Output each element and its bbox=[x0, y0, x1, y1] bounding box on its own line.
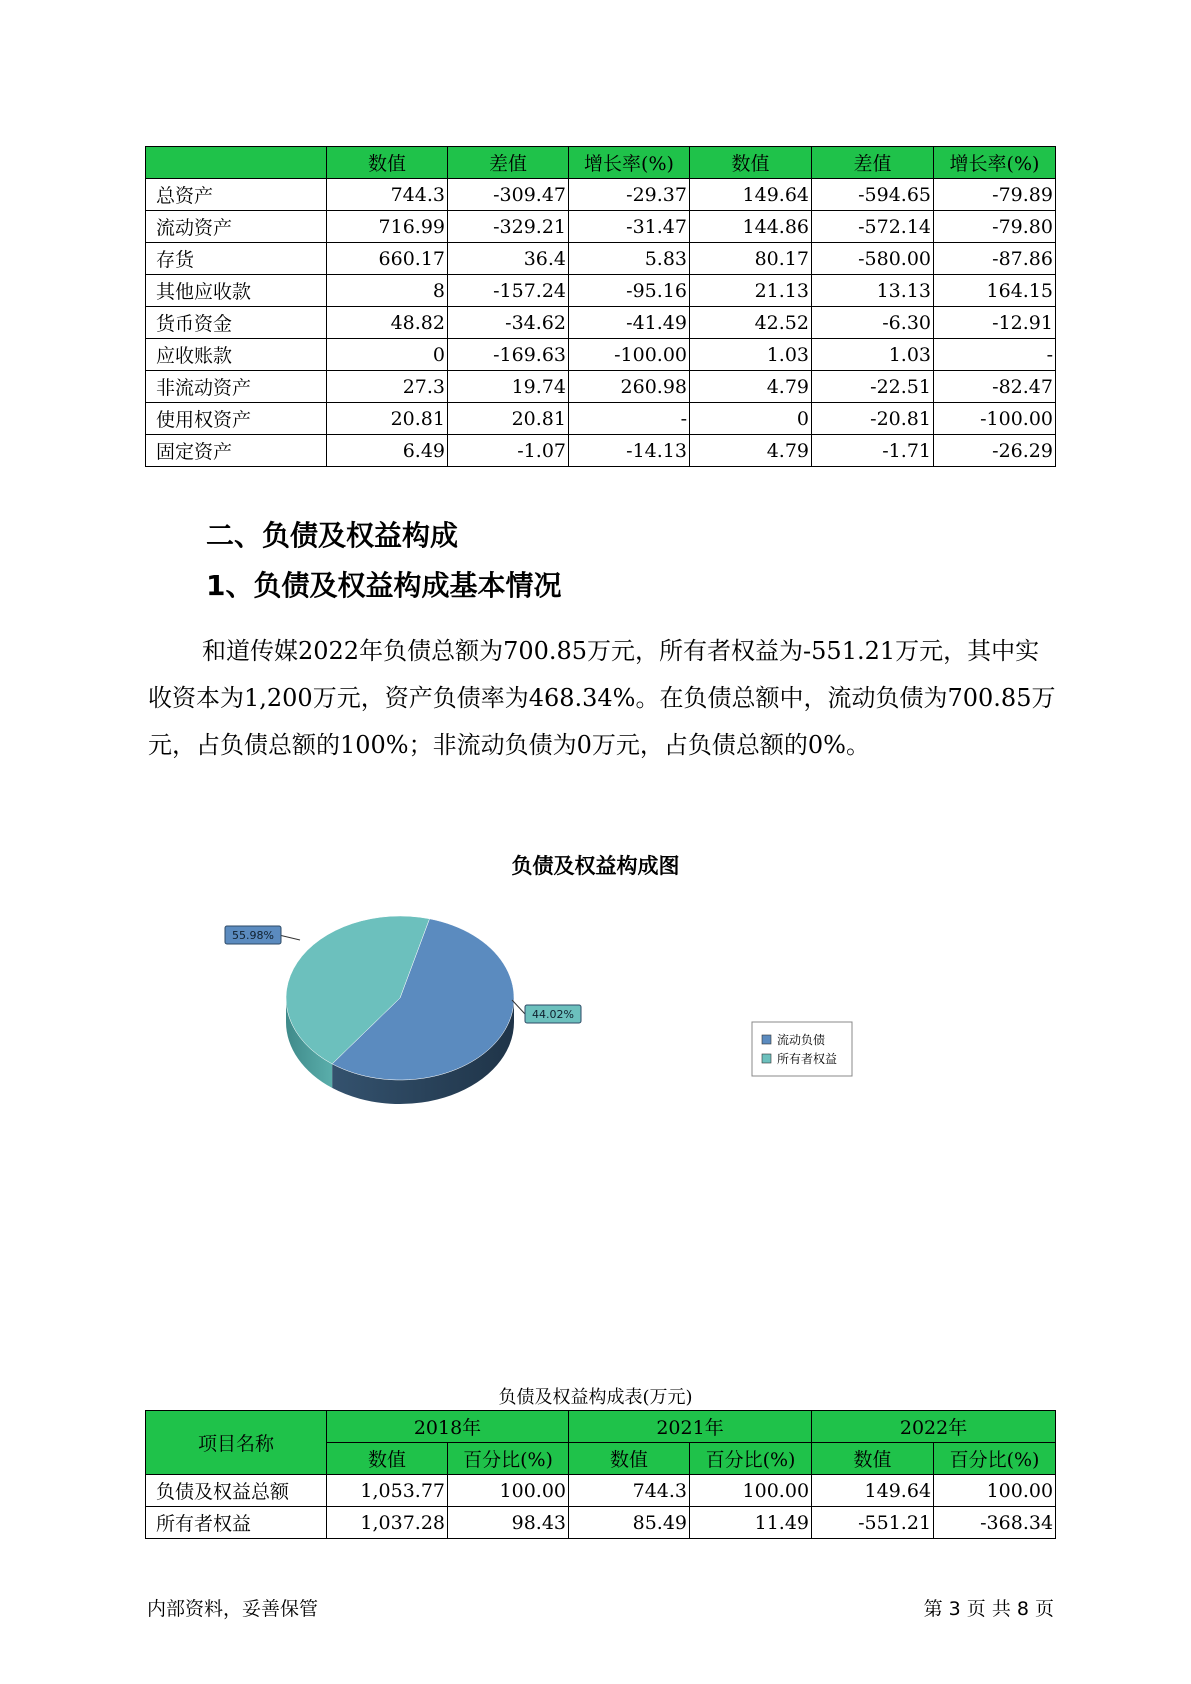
table-cell: 1.03 bbox=[690, 339, 812, 371]
table-cell: 149.64 bbox=[812, 1475, 934, 1507]
table-cell: 164.15 bbox=[934, 275, 1056, 307]
legend-label: 所有者权益 bbox=[777, 1052, 838, 1066]
table-cell: -157.24 bbox=[448, 275, 569, 307]
row-label: 应收账款 bbox=[146, 339, 327, 371]
liability-equity-table bbox=[145, 1410, 1056, 1539]
table-cell: - bbox=[934, 339, 1056, 371]
table-cell: 19.74 bbox=[448, 371, 569, 403]
table-cell: 100.00 bbox=[934, 1475, 1056, 1507]
table-cell: 260.98 bbox=[569, 371, 690, 403]
table-cell: 100.00 bbox=[448, 1475, 569, 1507]
year-header: 2018年 bbox=[327, 1411, 569, 1443]
table-cell: 11.49 bbox=[690, 1507, 812, 1539]
table-cell: -26.29 bbox=[934, 435, 1056, 467]
chart-title: 负债及权益构成图 bbox=[511, 854, 680, 878]
row-label: 货币资金 bbox=[146, 307, 327, 339]
table-cell: 1,037.28 bbox=[327, 1507, 448, 1539]
table-cell: -580.00 bbox=[812, 243, 934, 275]
table-cell: -329.21 bbox=[448, 211, 569, 243]
header-cell: 增长率(%) bbox=[934, 147, 1056, 179]
table-cell: 100.00 bbox=[690, 1475, 812, 1507]
table-cell: 1,053.77 bbox=[327, 1475, 448, 1507]
table-cell: 744.3 bbox=[569, 1475, 690, 1507]
table-row bbox=[146, 1475, 1056, 1507]
subheader-cell: 数值 bbox=[569, 1443, 690, 1475]
table-cell: 20.81 bbox=[327, 403, 448, 435]
table-cell: 4.79 bbox=[690, 371, 812, 403]
table-cell: 0 bbox=[327, 339, 448, 371]
year-header: 2021年 bbox=[569, 1411, 812, 1443]
row-label: 总资产 bbox=[146, 179, 327, 211]
data-label: 44.02% bbox=[532, 1008, 574, 1021]
header-cell: 数值 bbox=[327, 147, 448, 179]
table-cell: 149.64 bbox=[690, 179, 812, 211]
header-cell: 差值 bbox=[812, 147, 934, 179]
table-cell: 660.17 bbox=[327, 243, 448, 275]
table-cell: -20.81 bbox=[812, 403, 934, 435]
table-cell: -22.51 bbox=[812, 371, 934, 403]
leader-line bbox=[279, 935, 300, 940]
table-cell: -31.47 bbox=[569, 211, 690, 243]
table-cell: -82.47 bbox=[934, 371, 1056, 403]
table-cell: -34.62 bbox=[448, 307, 569, 339]
legend-swatch bbox=[762, 1035, 771, 1044]
table-cell: -100.00 bbox=[569, 339, 690, 371]
header-cell: 差值 bbox=[448, 147, 569, 179]
table-cell: 5.83 bbox=[569, 243, 690, 275]
header-cell: 增长率(%) bbox=[569, 147, 690, 179]
row-label: 使用权资产 bbox=[146, 403, 327, 435]
table-header-row bbox=[146, 1411, 1056, 1443]
table-cell: 6.49 bbox=[327, 435, 448, 467]
table-cell: -1.07 bbox=[448, 435, 569, 467]
table-cell: -12.91 bbox=[934, 307, 1056, 339]
subheader-cell: 百分比(%) bbox=[934, 1443, 1056, 1475]
table-cell: -594.65 bbox=[812, 179, 934, 211]
table-cell: - bbox=[569, 403, 690, 435]
table-cell: -79.89 bbox=[934, 179, 1056, 211]
table-cell: -551.21 bbox=[812, 1507, 934, 1539]
table-cell: 48.82 bbox=[327, 307, 448, 339]
table-cell: 80.17 bbox=[690, 243, 812, 275]
table-cell: -572.14 bbox=[812, 211, 934, 243]
table-cell: 0 bbox=[690, 403, 812, 435]
table-cell: -87.86 bbox=[934, 243, 1056, 275]
table-cell: -14.13 bbox=[569, 435, 690, 467]
row-label: 流动资产 bbox=[146, 211, 327, 243]
legend-swatch bbox=[762, 1054, 771, 1063]
table-cell: -41.49 bbox=[569, 307, 690, 339]
header-cell: 数值 bbox=[690, 147, 812, 179]
table-cell: 98.43 bbox=[448, 1507, 569, 1539]
table-cell: 716.99 bbox=[327, 211, 448, 243]
table-cell: -100.00 bbox=[934, 403, 1056, 435]
footer-note: 内部资料，妥善保管 bbox=[147, 1598, 319, 1620]
table-cell: 8 bbox=[327, 275, 448, 307]
table-cell: 744.3 bbox=[327, 179, 448, 211]
chart-legend bbox=[752, 1022, 852, 1076]
section-heading: 二、负债及权益构成 bbox=[206, 519, 459, 552]
body-paragraph: 和道传媒2022年负债总额为700.85万元，所有者权益为-551.21万元，其中实收资本为1,200万元，资产负债率为468.34%。在负债总额中，流动负债为700.85万元，占负债总额的100%；非流动负债为0万元，占负债总额的0%。 bbox=[148, 637, 1056, 759]
table-row bbox=[146, 1507, 1056, 1539]
subheader-cell: 百分比(%) bbox=[448, 1443, 569, 1475]
table-cell: -368.34 bbox=[934, 1507, 1056, 1539]
row-label: 存货 bbox=[146, 243, 327, 275]
year-header: 2022年 bbox=[812, 1411, 1056, 1443]
table-cell: -95.16 bbox=[569, 275, 690, 307]
table-caption: 负债及权益构成表(万元) bbox=[498, 1387, 693, 1408]
subheader-cell: 数值 bbox=[812, 1443, 934, 1475]
row-label: 其他应收款 bbox=[146, 275, 327, 307]
row-label: 所有者权益 bbox=[146, 1507, 327, 1539]
table-cell: 4.79 bbox=[690, 435, 812, 467]
subheader-cell: 数值 bbox=[327, 1443, 448, 1475]
table-cell: 42.52 bbox=[690, 307, 812, 339]
data-label: 55.98% bbox=[232, 929, 274, 942]
table-cell: 36.4 bbox=[448, 243, 569, 275]
table-cell: -29.37 bbox=[569, 179, 690, 211]
table-cell: 13.13 bbox=[812, 275, 934, 307]
table-cell: -6.30 bbox=[812, 307, 934, 339]
table-cell: -169.63 bbox=[448, 339, 569, 371]
table-cell: -1.71 bbox=[812, 435, 934, 467]
table-cell: 85.49 bbox=[569, 1507, 690, 1539]
subheader-cell: 百分比(%) bbox=[690, 1443, 812, 1475]
table-cell: 1.03 bbox=[812, 339, 934, 371]
row-label: 非流动资产 bbox=[146, 371, 327, 403]
table-cell: -79.80 bbox=[934, 211, 1056, 243]
legend-label: 流动负债 bbox=[777, 1033, 826, 1047]
table-cell: 144.86 bbox=[690, 211, 812, 243]
table-cell: 27.3 bbox=[327, 371, 448, 403]
subsection-heading: 1、负债及权益构成基本情况 bbox=[206, 569, 562, 602]
table-cell: -309.47 bbox=[448, 179, 569, 211]
row-label: 负债及权益总额 bbox=[146, 1475, 327, 1507]
item-name-header: 项目名称 bbox=[146, 1411, 327, 1475]
table-body bbox=[146, 1475, 1056, 1539]
page-number: 第 3 页 共 8 页 bbox=[923, 1598, 1054, 1620]
table-cell: 21.13 bbox=[690, 275, 812, 307]
table-cell: 20.81 bbox=[448, 403, 569, 435]
row-label: 固定资产 bbox=[146, 435, 327, 467]
